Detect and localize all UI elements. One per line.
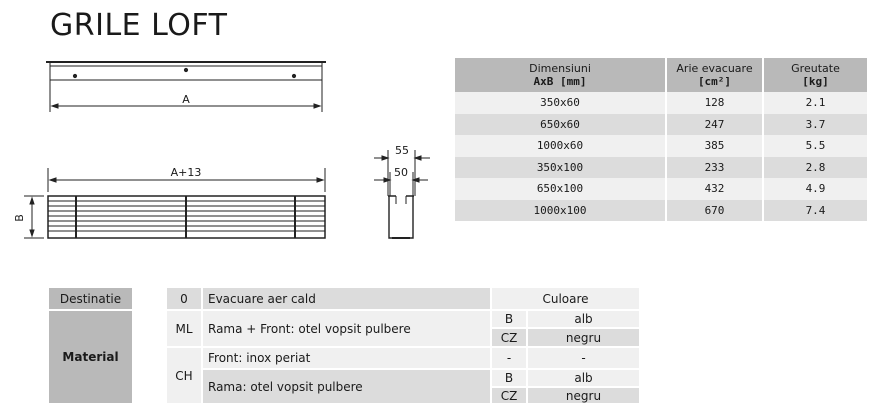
ch-color-name-alb: alb bbox=[528, 370, 639, 386]
ml-color-name-negru: negru bbox=[528, 329, 639, 346]
table-cell: 233 bbox=[666, 157, 763, 179]
table-cell: 385 bbox=[666, 135, 763, 157]
table-cell: 3.7 bbox=[763, 114, 868, 136]
ch-color-code-cz: CZ bbox=[492, 388, 526, 403]
table-row bbox=[455, 114, 868, 136]
ch-front-color-name: - bbox=[528, 348, 639, 368]
table-cell: 650x60 bbox=[455, 114, 666, 136]
table-cell: 1000x100 bbox=[455, 200, 666, 222]
table-cell: 1000x60 bbox=[455, 135, 666, 157]
header-arie: Arie evacuare [cm²] bbox=[666, 58, 763, 92]
ch-rama-desc: Rama: otel vopsit pulbere bbox=[203, 370, 490, 403]
culoare-label: Culoare bbox=[492, 288, 639, 309]
table-cell: 350x100 bbox=[455, 157, 666, 179]
table-row bbox=[455, 178, 868, 200]
specs-table bbox=[455, 58, 869, 221]
ch-front-color-code: - bbox=[492, 348, 526, 368]
code-ch: CH bbox=[167, 348, 201, 403]
ml-desc: Rama + Front: otel vopsit pulbere bbox=[203, 311, 490, 346]
table-row bbox=[455, 135, 868, 157]
code-0: 0 bbox=[167, 288, 201, 309]
ch-color-name-negru: negru bbox=[528, 388, 639, 403]
table-row bbox=[455, 200, 868, 222]
table-cell: 2.8 bbox=[763, 157, 868, 179]
table-cell: 2.1 bbox=[763, 92, 868, 114]
table-cell: 4.9 bbox=[763, 178, 868, 200]
code-ml: ML bbox=[167, 311, 201, 346]
table-row bbox=[455, 92, 868, 114]
header-greutate: Greutate [kg] bbox=[763, 58, 868, 92]
side-profile-drawing bbox=[374, 150, 430, 238]
page-title: GRILE LOFT bbox=[50, 8, 228, 43]
table-cell: 7.4 bbox=[763, 200, 868, 222]
table-cell: 432 bbox=[666, 178, 763, 200]
ml-color-code-b: B bbox=[492, 311, 526, 327]
ch-front-desc: Front: inox periat bbox=[203, 348, 490, 368]
dim-label-b: B bbox=[13, 214, 26, 222]
material-label: Material bbox=[49, 311, 132, 403]
table-cell: 5.5 bbox=[763, 135, 868, 157]
dim-label-a: A bbox=[182, 93, 190, 106]
ch-color-code-b: B bbox=[492, 370, 526, 386]
destinatie-label: Destinatie bbox=[49, 288, 132, 309]
table-cell: 350x60 bbox=[455, 92, 666, 114]
table-cell: 128 bbox=[666, 92, 763, 114]
table-cell: 650x100 bbox=[455, 178, 666, 200]
evacuare-text: Evacuare aer cald bbox=[203, 288, 490, 309]
dim-label-50: 50 bbox=[394, 166, 408, 179]
table-cell: 670 bbox=[666, 200, 763, 222]
specs-header-row bbox=[455, 58, 868, 92]
header-dimensiuni: Dimensiuni AxB [mm] bbox=[455, 58, 666, 92]
dim-label-a13: A+13 bbox=[170, 166, 202, 179]
table-row bbox=[455, 157, 868, 179]
table-cell: 247 bbox=[666, 114, 763, 136]
ml-color-name-alb: alb bbox=[528, 311, 639, 327]
ml-color-code-cz: CZ bbox=[492, 329, 526, 346]
dim-label-55: 55 bbox=[395, 144, 409, 157]
